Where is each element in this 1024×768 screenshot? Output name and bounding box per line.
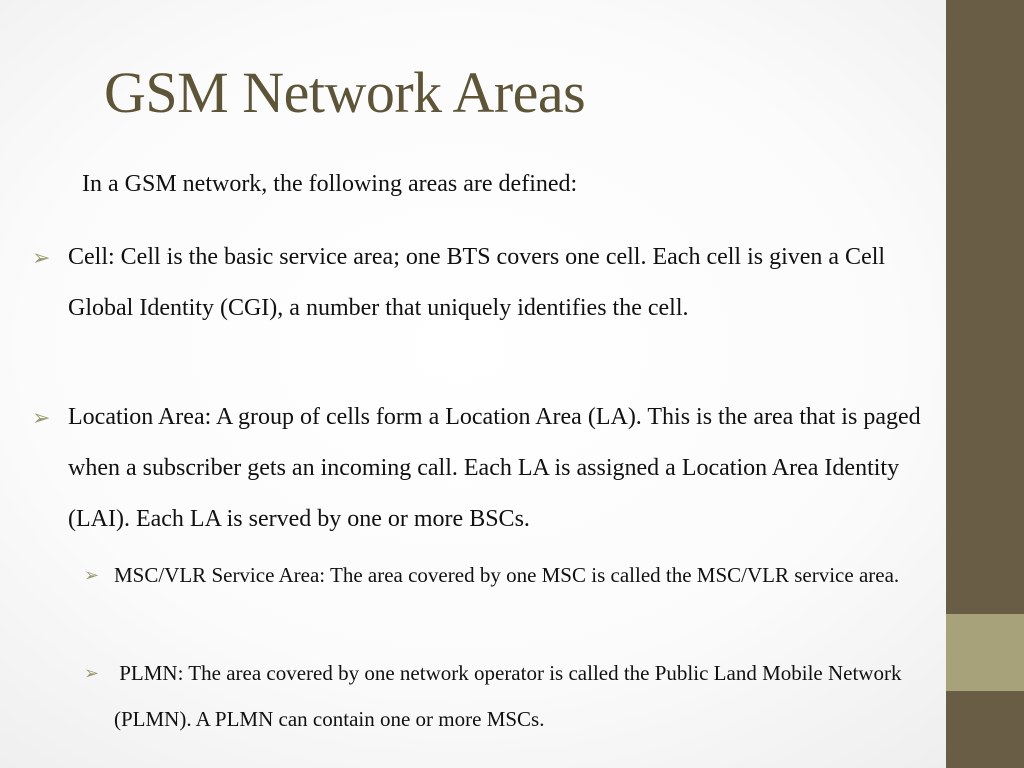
bullet-cell <box>32 232 928 334</box>
arrow-bullet-icon: ➢ <box>84 663 100 683</box>
intro-text: In a GSM network, the following areas are defined: <box>82 171 578 197</box>
bullet-text: Location Area: A group of cells form a Location Area (LA). This is the area that is paged when a subscriber gets an incoming call. Each LA is assigned a Location Area Identity (LAI). Each LA is served by one or more BSCs. <box>68 404 921 532</box>
slide-title: GSM Network Areas <box>104 60 586 125</box>
bullet-text: Cell: Cell is the basic service area; one BTS covers one cell. Each cell is given a Cell Global Identity (CGI), a number that uniquely identifies the cell. <box>68 244 886 321</box>
sub-bullet-text: PLMN: The area covered by one network operator is called the Public Land Mobile Network (PLMN). A PLMN can contain one or more MSCs. <box>114 661 907 731</box>
arrow-bullet-icon: ➢ <box>84 565 100 585</box>
bullet-location-area <box>32 392 938 545</box>
arrow-bullet-icon: ➢ <box>32 245 51 270</box>
decorative-sidebar-accent <box>946 614 1024 691</box>
sub-bullet-plmn <box>84 650 944 742</box>
sub-bullet-msc-vlr <box>84 552 944 598</box>
sub-bullet-text: MSC/VLR Service Area: The area covered by one MSC is called the MSC/VLR service area. <box>114 563 900 587</box>
arrow-bullet-icon: ➢ <box>32 405 51 430</box>
